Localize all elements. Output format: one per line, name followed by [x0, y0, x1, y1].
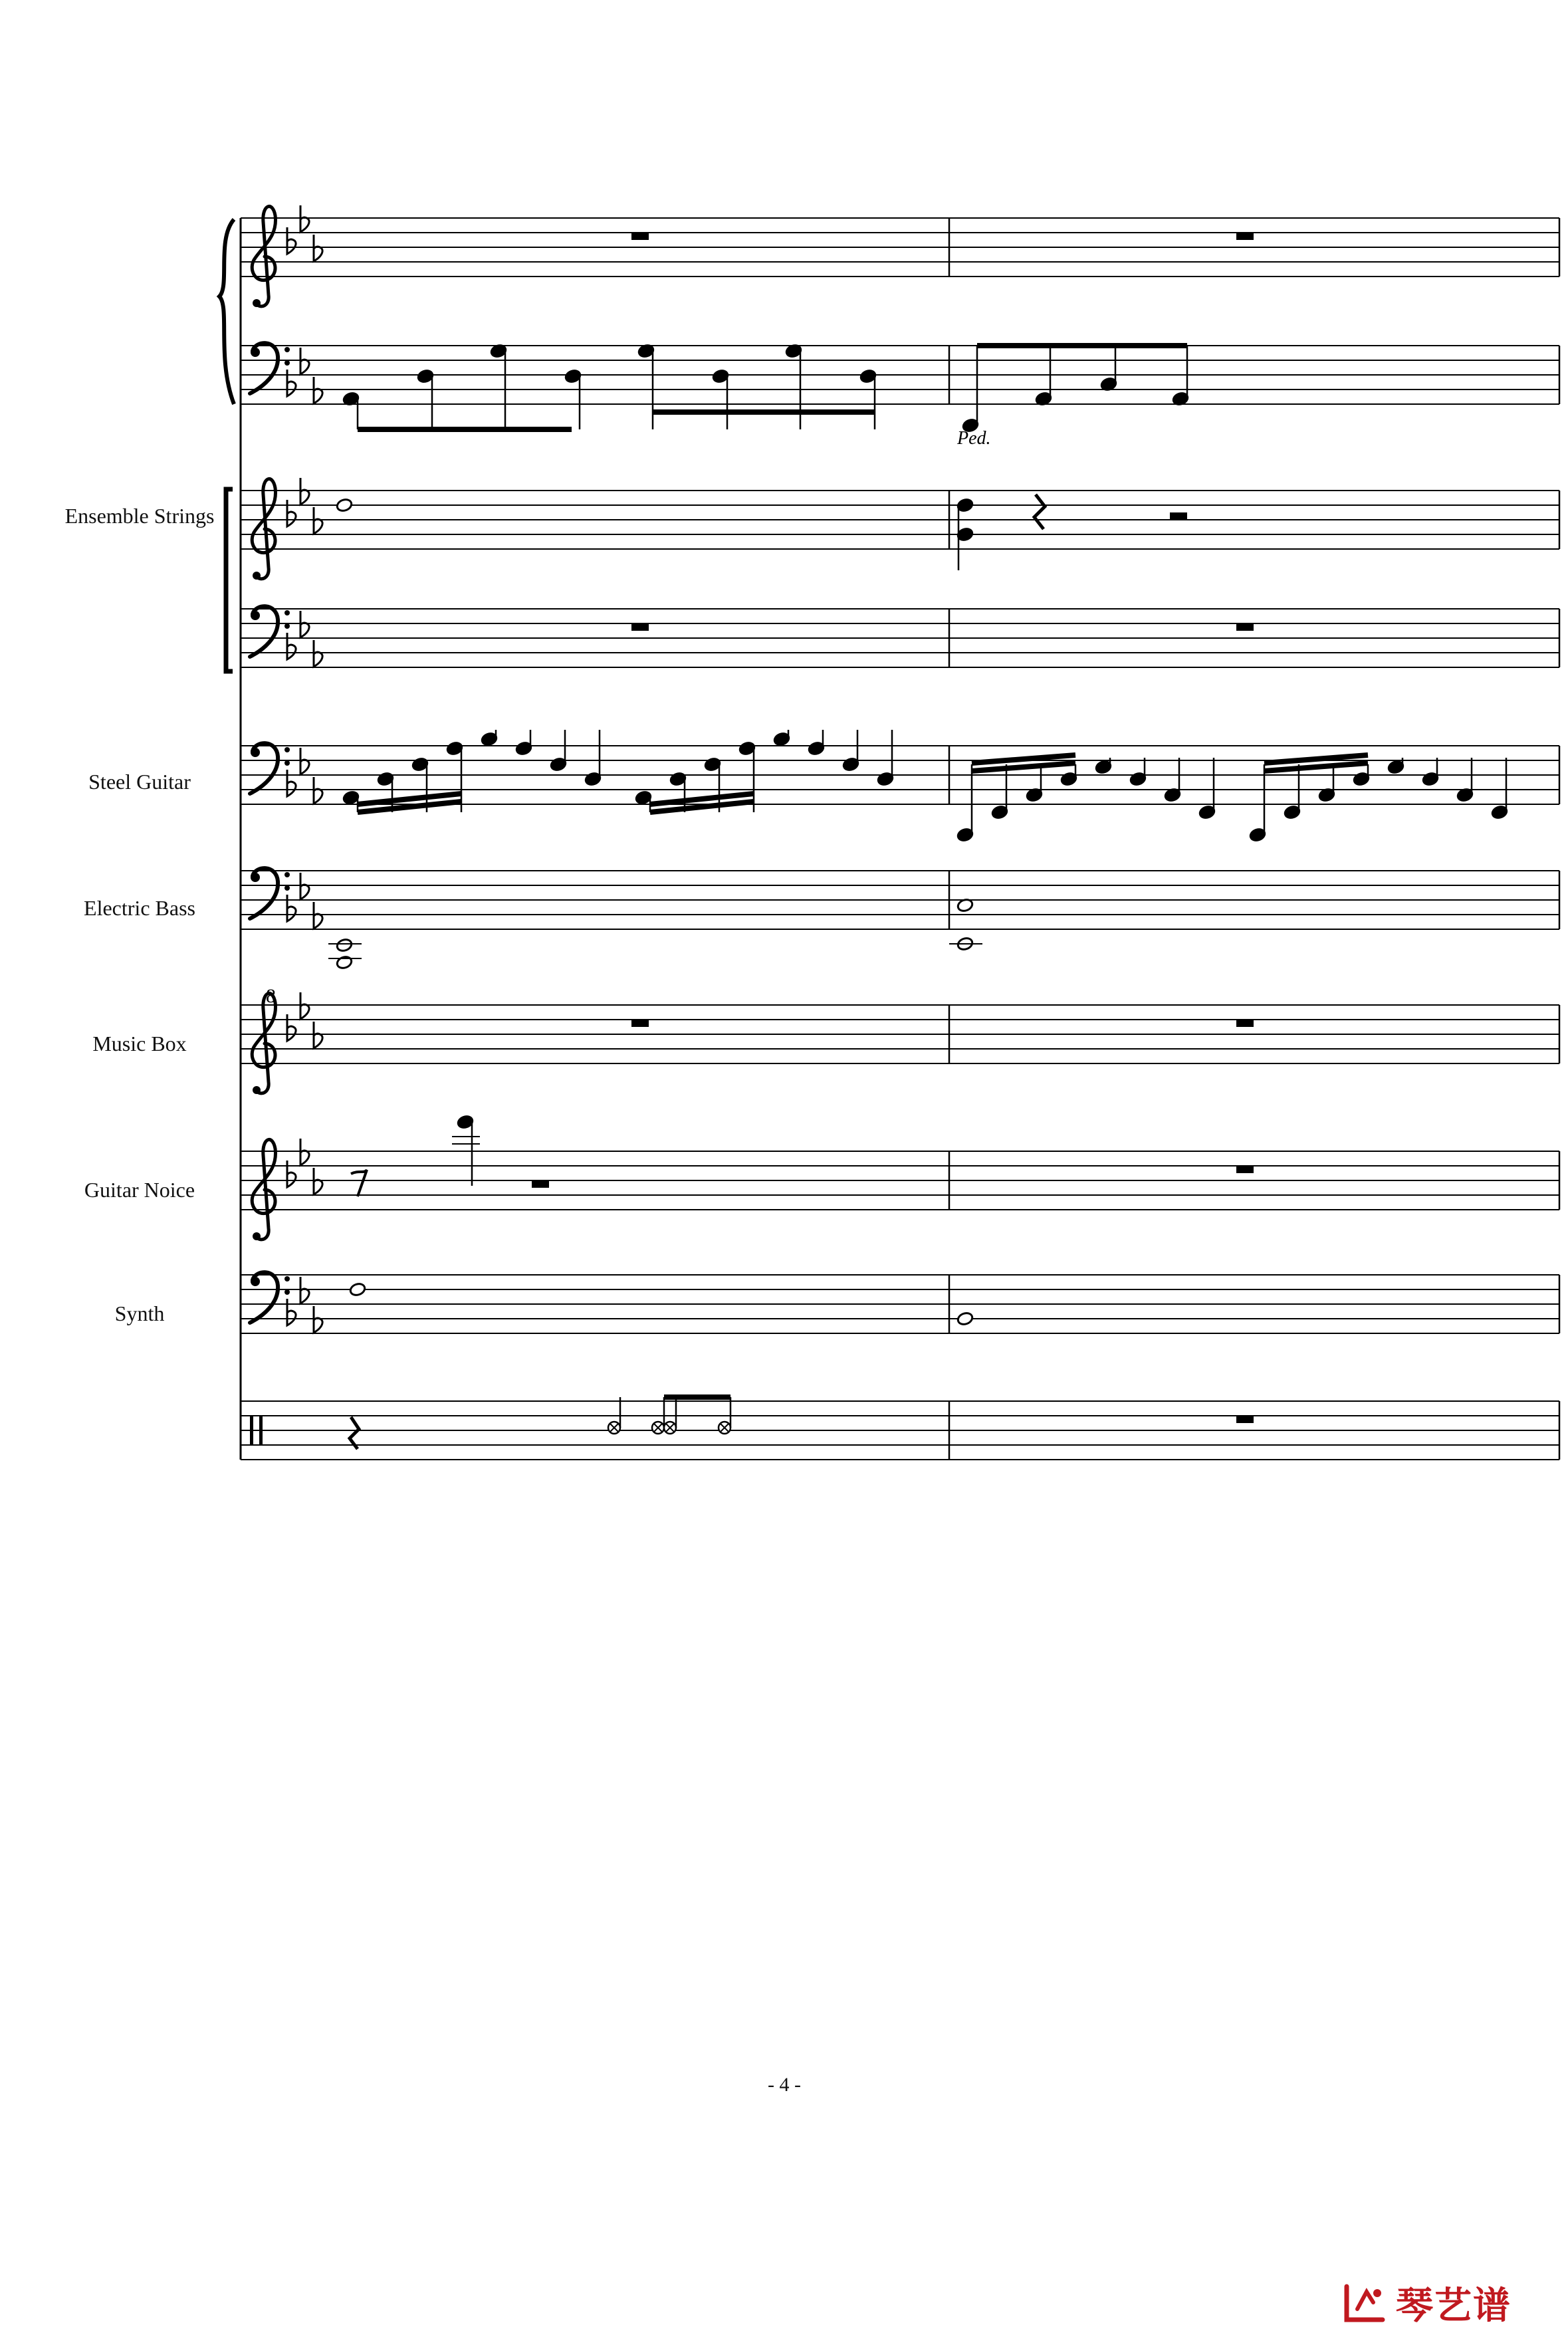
- treble-clef-piano-treble: [252, 207, 275, 307]
- synth-note: [349, 1282, 366, 1297]
- label-electric-bass: Electric Bass: [84, 896, 195, 920]
- percussion-clef: [250, 1416, 253, 1445]
- flat-sign: [287, 633, 296, 659]
- percussion-clef: [259, 1416, 263, 1445]
- whole-rest: [631, 623, 649, 631]
- staff-lines: [241, 218, 1559, 1460]
- flat-sign: [287, 1161, 296, 1187]
- whole-rest: [1236, 233, 1254, 240]
- whole-rest: [631, 1020, 649, 1027]
- bass-clef-steel-guitar: [250, 743, 290, 794]
- label-steel-guitar: Steel Guitar: [88, 770, 191, 794]
- flat-sign: [287, 500, 296, 526]
- bass-clef-electric-bass: [250, 868, 290, 919]
- half-rest: [1170, 512, 1187, 520]
- whole-rest: [1236, 623, 1254, 631]
- percussion-rest: [350, 1417, 359, 1449]
- flat-sign: [287, 895, 296, 921]
- eighth-rest: [351, 1170, 367, 1196]
- flat-sign: [287, 1299, 296, 1325]
- electric-bass-note: [336, 955, 353, 970]
- label-music-box: Music Box: [92, 1032, 187, 1055]
- clefs: [250, 207, 290, 1445]
- watermark-logo: [1343, 2273, 1512, 2333]
- treble-clef-strings-treble: [252, 479, 275, 580]
- flat-sign: [287, 770, 296, 796]
- system-brackets: [219, 219, 234, 671]
- bass-clef-synth: [250, 1272, 290, 1323]
- whole-rest: [1236, 1416, 1254, 1423]
- pedal-marking: Ped.: [957, 428, 991, 449]
- bass-clef-strings-bass: [250, 606, 290, 657]
- half-rest: [532, 1180, 549, 1188]
- flat-sign: [287, 227, 296, 254]
- whole-rest: [1236, 1020, 1254, 1027]
- strings-whole-note: [336, 498, 353, 513]
- bass-clef-piano-bass: [250, 343, 290, 393]
- label-ensemble-strings: Ensemble Strings: [64, 504, 215, 528]
- notes: [328, 344, 1508, 1434]
- label-guitar-noice: Guitar Noice: [84, 1178, 195, 1202]
- label-synth: Synth: [114, 1301, 165, 1325]
- flat-sign: [287, 370, 296, 396]
- piano-brace: [219, 219, 234, 404]
- watermark-brand-text: 琴艺谱: [1396, 2284, 1512, 2328]
- treble-clef-music-box: [252, 994, 275, 1094]
- electric-bass-note: [336, 938, 353, 953]
- whole-rest: [631, 233, 649, 240]
- quarter-rest: [1034, 495, 1045, 529]
- page-number: - 4 -: [768, 2074, 801, 2096]
- synth-note: [956, 1311, 974, 1327]
- whole-rest: [1236, 1166, 1254, 1173]
- rests: [350, 233, 1254, 1449]
- music-note-logo-icon: [1343, 2280, 1389, 2326]
- flat-sign: [287, 1014, 296, 1041]
- treble-clef-guitar-noice: [252, 1140, 275, 1240]
- music-box-octave-marking: 8: [266, 985, 276, 1007]
